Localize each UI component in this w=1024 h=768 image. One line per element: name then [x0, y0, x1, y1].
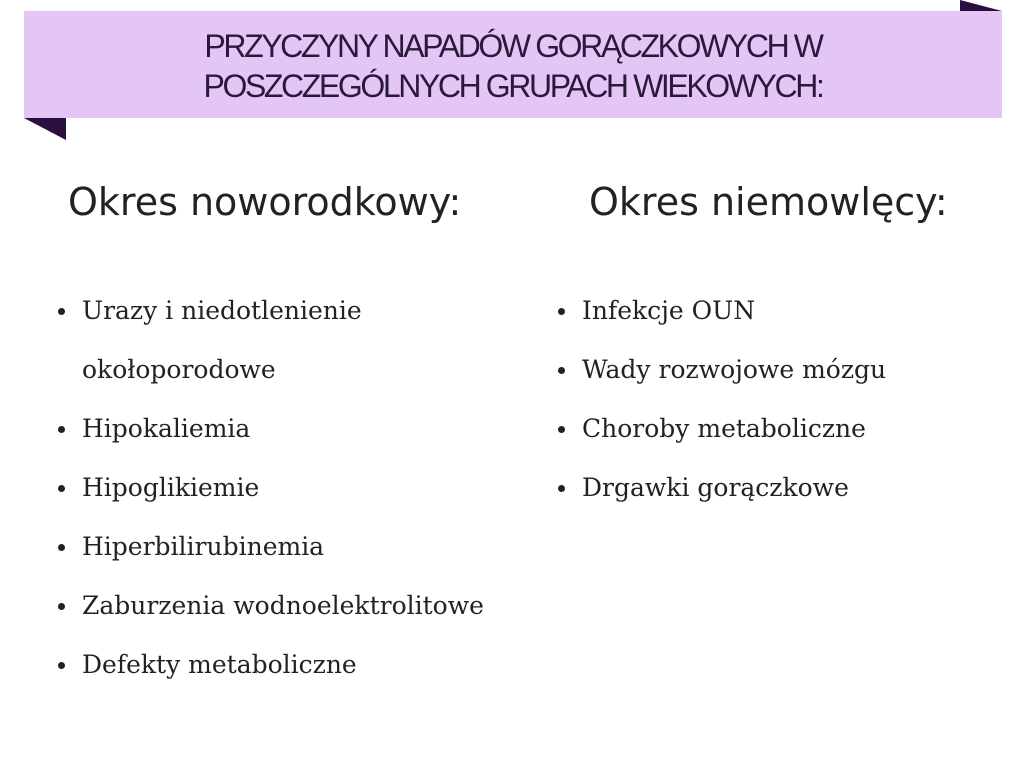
- list-item-text: Wady rozwojowe mózgu: [582, 355, 887, 384]
- heading-infant-period: Okres niemowlęcy:: [589, 180, 948, 224]
- list-item: [56, 635, 526, 694]
- list-item-text: Hipokaliemia: [82, 414, 251, 443]
- list-item: [556, 458, 996, 517]
- banner-fold-left: [24, 118, 66, 140]
- list-item: [556, 340, 996, 399]
- list-item-text: Defekty metaboliczne: [82, 650, 357, 679]
- list-item: [556, 399, 996, 458]
- banner-fold-right: [960, 0, 1002, 11]
- infant-causes-list: [556, 281, 996, 517]
- list-item: [56, 281, 526, 399]
- slide-title-line-1: PRZYCZYNY NAPADÓW GORĄCZKOWYCH W: [204, 28, 822, 64]
- list-item: [56, 576, 526, 635]
- list-item-text: Hiperbilirubinemia: [82, 532, 325, 561]
- slide-title: [24, 26, 1002, 106]
- neonatal-causes-list: [56, 281, 526, 694]
- list-item-text: Choroby metaboliczne: [582, 414, 866, 443]
- list-item-text: Infekcje OUN: [582, 296, 756, 325]
- list-item-text: Drgawki gorączkowe: [582, 473, 849, 502]
- list-item: [56, 517, 526, 576]
- list-item: [56, 399, 526, 458]
- heading-neonatal-period: Okres noworodkowy:: [68, 180, 462, 224]
- list-item-text: Zaburzenia wodnoelektrolitowe: [82, 591, 484, 620]
- slide-title-line-2: POSZCZEGÓLNYCH GRUPACH WIEKOWYCH:: [203, 68, 823, 104]
- list-item-text: Urazy i niedotlenienie okołoporodowe: [82, 296, 362, 384]
- list-item: [556, 281, 996, 340]
- list-item-text: Hipoglikiemie: [82, 473, 260, 502]
- list-item: [56, 458, 526, 517]
